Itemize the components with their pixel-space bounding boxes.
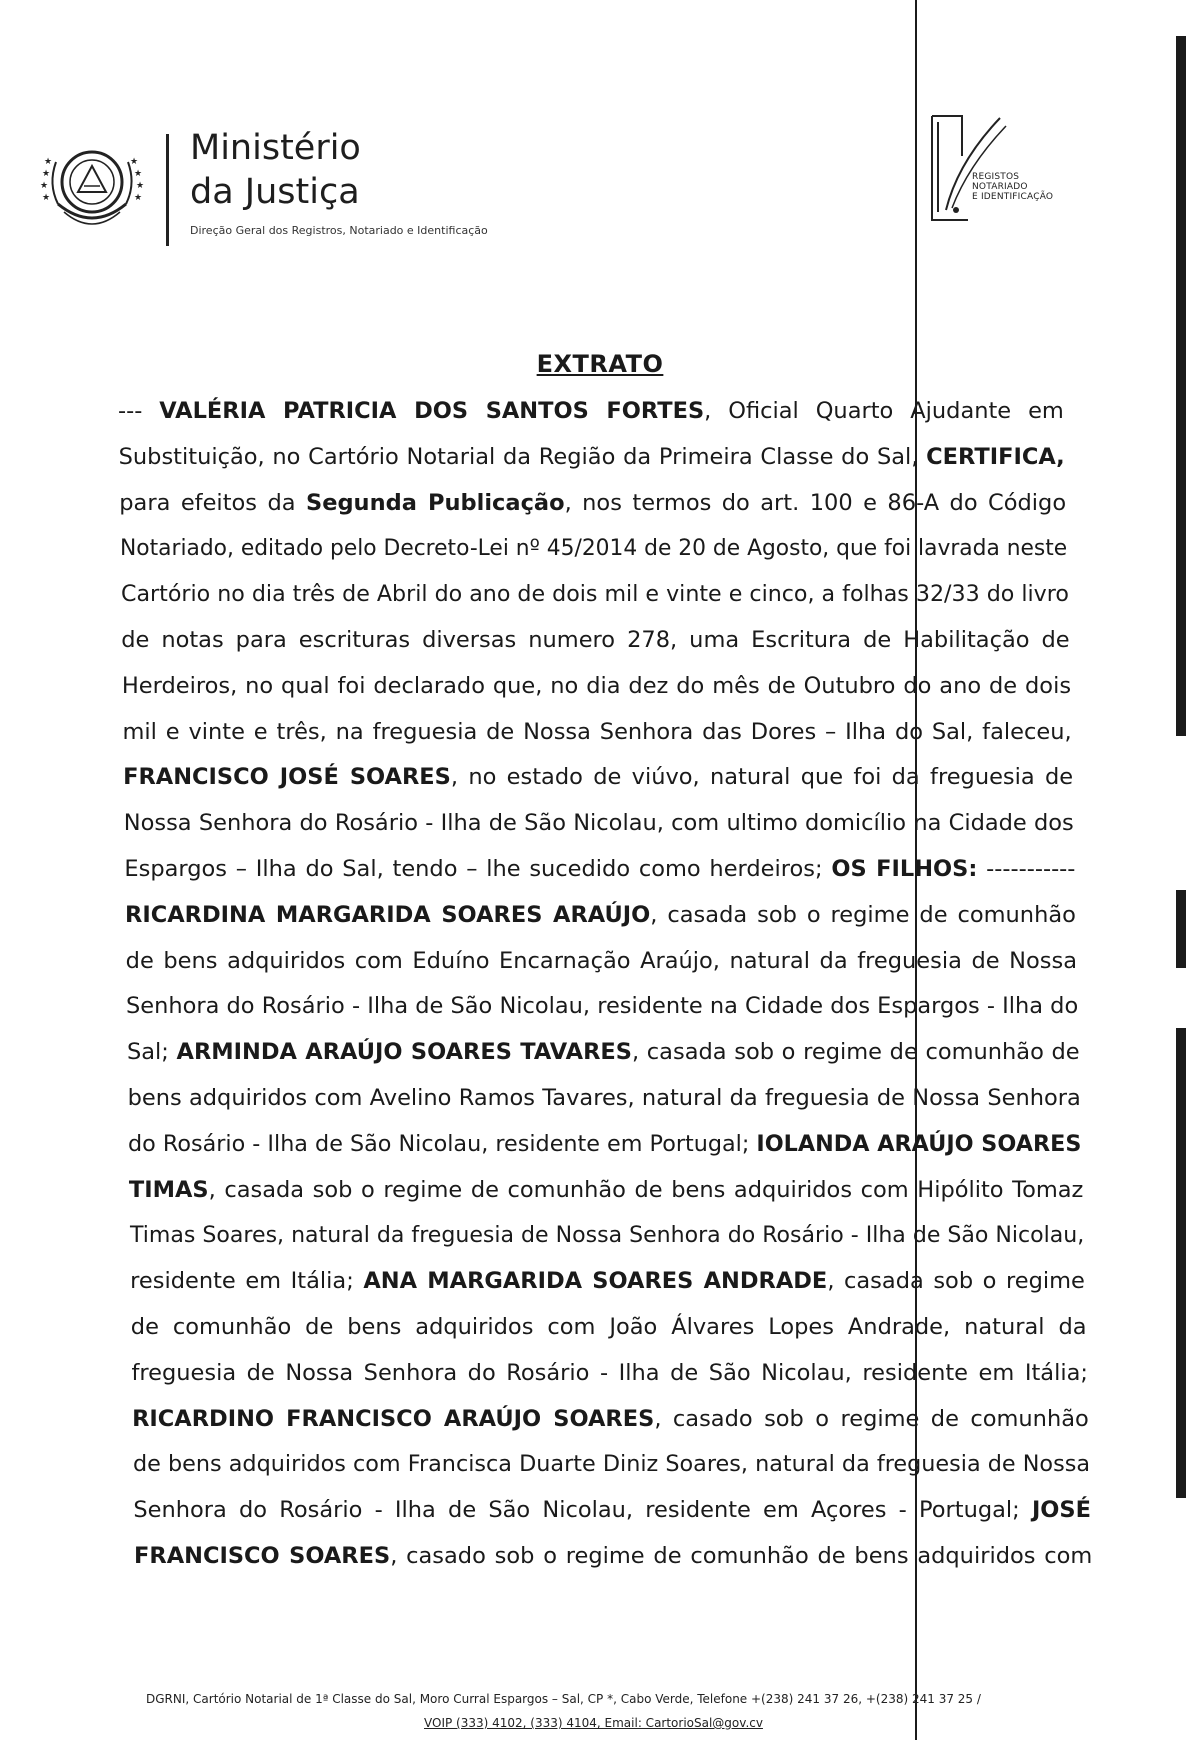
bold-text-segment: FRANCISCO SOARES: [134, 1543, 391, 1569]
text-segment: de comunhão de bens adquiridos com João Álvares Lopes Andrade, natural da: [130, 1314, 1087, 1340]
text-line: [134, 1541, 1092, 1571]
registry-logo-text-line2: NOTARIADO: [972, 182, 1028, 192]
text-segment: Sal;: [126, 1039, 177, 1066]
text-segment: , casada sob o regime de comunhão: [650, 901, 1076, 928]
bold-text-segment: Segunda Publicação: [305, 489, 565, 516]
bold-text-segment: RICARDINA MARGARIDA SOARES ARAÚJO: [125, 901, 651, 928]
bold-text-segment: CERTIFICA,: [926, 443, 1065, 470]
text-segment: , casado sob o regime de comunhão: [654, 1405, 1089, 1432]
text-segment: , no estado de viúvo, natural que foi da freguesia de: [450, 764, 1074, 791]
text-segment: Substituição, no Cartório Notarial da Região da Primeira Classe do Sal,: [118, 443, 927, 470]
scan-edge-mark-middle: [1176, 890, 1186, 968]
text-segment: Espargos – Ilha do Sal, tendo – lhe sucedido como herdeiros;: [124, 856, 832, 882]
text-segment: de bens adquiridos com Francisca Duarte Diniz Soares, natural da freguesia de Nossa: [132, 1451, 1090, 1478]
text-segment: , casada sob o regime de comunhão de: [631, 1039, 1080, 1066]
svg-text:★: ★: [42, 169, 51, 179]
text-line: [130, 1266, 1085, 1296]
svg-text:★: ★: [134, 193, 143, 203]
bold-text-segment: ARMINDA ARAÚJO SOARES TAVARES: [176, 1039, 632, 1066]
bold-text-segment: RICARDINO FRANCISCO ARAÚJO SOARES: [132, 1405, 655, 1432]
text-segment: ---: [118, 398, 160, 424]
footer-address: DGRNI, Cartório Notarial de 1ª Classe do Sal, Moro Curral Espargos – Sal, CP *, Cabo Verde, Telefone +(238) 241 37 26, +(238) 241 37 25 /: [146, 1692, 981, 1706]
text-line: [118, 396, 1064, 426]
text-segment: Senhora do Rosário - Ilha de São Nicolau, residente na Cidade dos Espargos - Ilha do: [126, 993, 1079, 1020]
bold-text-segment: IOLANDA ARAÚJO SOARES: [756, 1130, 1082, 1157]
svg-text:★: ★: [130, 157, 139, 167]
ministry-name-line2: da Justiça: [190, 172, 360, 212]
text-segment: Timas Soares, natural da freguesia de Nossa Senhora do Rosário - Ilha de São Nicolau,: [129, 1222, 1084, 1249]
text-line: [124, 808, 1074, 838]
svg-text:★: ★: [136, 181, 145, 191]
registry-logo: [928, 112, 1068, 234]
header-divider: [166, 134, 169, 246]
text-line: [132, 1404, 1089, 1434]
text-segment: bens adquiridos com Avelino Ramos Tavares, natural da freguesia de Nossa Senhora: [127, 1085, 1081, 1111]
registry-logo-text-line1: REGISTOS: [972, 172, 1020, 182]
scan-edge-mark-top: [1176, 36, 1186, 736]
text-segment: , casada sob o regime: [827, 1268, 1085, 1295]
text-segment: para efeitos da: [119, 489, 306, 516]
text-line: [124, 854, 1075, 884]
text-segment: Herdeiros, no qual foi declarado que, no dia dez do mês de Outubro do ano de dois: [121, 672, 1072, 699]
coat-of-arms-icon: [38, 132, 146, 240]
text-line: [119, 442, 1065, 472]
text-line: [129, 1175, 1084, 1205]
text-line: [123, 762, 1073, 792]
text-line: [122, 717, 1071, 747]
text-segment: residente em Itália;: [130, 1268, 364, 1295]
text-segment: Cartório no dia três de Abril do ano de dois mil e vinte e cinco, a folhas 32/33 do livro: [120, 581, 1069, 608]
text-line: [128, 1083, 1081, 1113]
bold-text-segment: TIMAS: [128, 1176, 209, 1203]
text-segment: Notariado, editado pelo Decreto-Lei nº 45/2014 de 20 de Agosto, que foi lavrada neste: [119, 535, 1068, 562]
footer-contact: VOIP (333) 4102, (333) 4104, Email: CartorioSal@gov.cv: [424, 1716, 763, 1730]
text-line: [119, 488, 1066, 518]
text-segment: Nossa Senhora do Rosário - Ilha de São Nicolau, com ultimo domicílio na Cidade dos: [123, 810, 1074, 837]
bold-text-segment: OS FILHOS:: [831, 856, 978, 882]
text-segment: , Oficial Quarto Ajudante em: [704, 398, 1064, 424]
bold-text-segment: JOSÉ: [1031, 1497, 1092, 1524]
text-segment: , casada sob o regime de comunhão de bens adquiridos com Hipólito Tomaz: [208, 1176, 1084, 1203]
document-title: EXTRATO: [536, 350, 664, 378]
text-segment: -----------: [977, 856, 1076, 882]
text-line: [130, 1220, 1084, 1250]
ministry-name-line1: Ministério: [190, 128, 361, 168]
svg-text:★: ★: [40, 181, 49, 191]
text-line: [126, 946, 1077, 976]
text-line: [127, 1037, 1080, 1067]
bold-text-segment: FRANCISCO JOSÉ SOARES: [123, 764, 451, 791]
bold-text-segment: ANA MARGARIDA SOARES ANDRADE: [363, 1268, 828, 1295]
text-line: [122, 671, 1071, 701]
text-line: [131, 1358, 1088, 1388]
text-line: [125, 900, 1076, 930]
text-line: [131, 1312, 1087, 1342]
text-segment: do Rosário - Ilha de São Nicolau, residente em Portugal;: [128, 1130, 757, 1157]
text-line: [120, 533, 1067, 563]
text-line: [133, 1495, 1091, 1525]
directorate-name: Direção Geral dos Registros, Notariado e Identificação: [190, 224, 488, 237]
text-line: [121, 625, 1069, 655]
registry-logo-text: [972, 172, 1053, 202]
text-segment: mil e vinte e três, na freguesia de Nossa Senhora das Dores – Ilha do Sal, faleceu,: [122, 718, 1072, 745]
scan-edge-mark-bottom: [1176, 1028, 1186, 1498]
registry-logo-text-line3: E IDENTIFICAÇÃO: [972, 192, 1054, 202]
text-line: [121, 579, 1069, 609]
text-segment: , nos termos do art. 100 e 86-A do Código: [564, 489, 1067, 516]
text-segment: Senhora do Rosário - Ilha de São Nicolau, residente em Açores - Portugal;: [133, 1497, 1032, 1524]
text-segment: , casado sob o regime de comunhão de bens adquiridos com: [390, 1543, 1093, 1569]
text-segment: de bens adquiridos com Eduíno Encarnação Araújo, natural da freguesia de Nossa: [125, 947, 1077, 974]
bold-text-segment: VALÉRIA PATRICIA DOS SANTOS FORTES: [159, 398, 705, 424]
svg-text:★: ★: [42, 193, 51, 203]
text-segment: de notas para escrituras diversas numero 278, uma Escritura de Habilitação de: [121, 627, 1070, 653]
text-segment: freguesia de Nossa Senhora do Rosário - Ilha de São Nicolau, residente em Itália;: [131, 1359, 1088, 1386]
svg-text:★: ★: [134, 169, 143, 179]
svg-text:★: ★: [44, 157, 53, 167]
text-line: [126, 991, 1078, 1021]
text-line: [133, 1449, 1090, 1479]
text-line: [128, 1129, 1081, 1159]
